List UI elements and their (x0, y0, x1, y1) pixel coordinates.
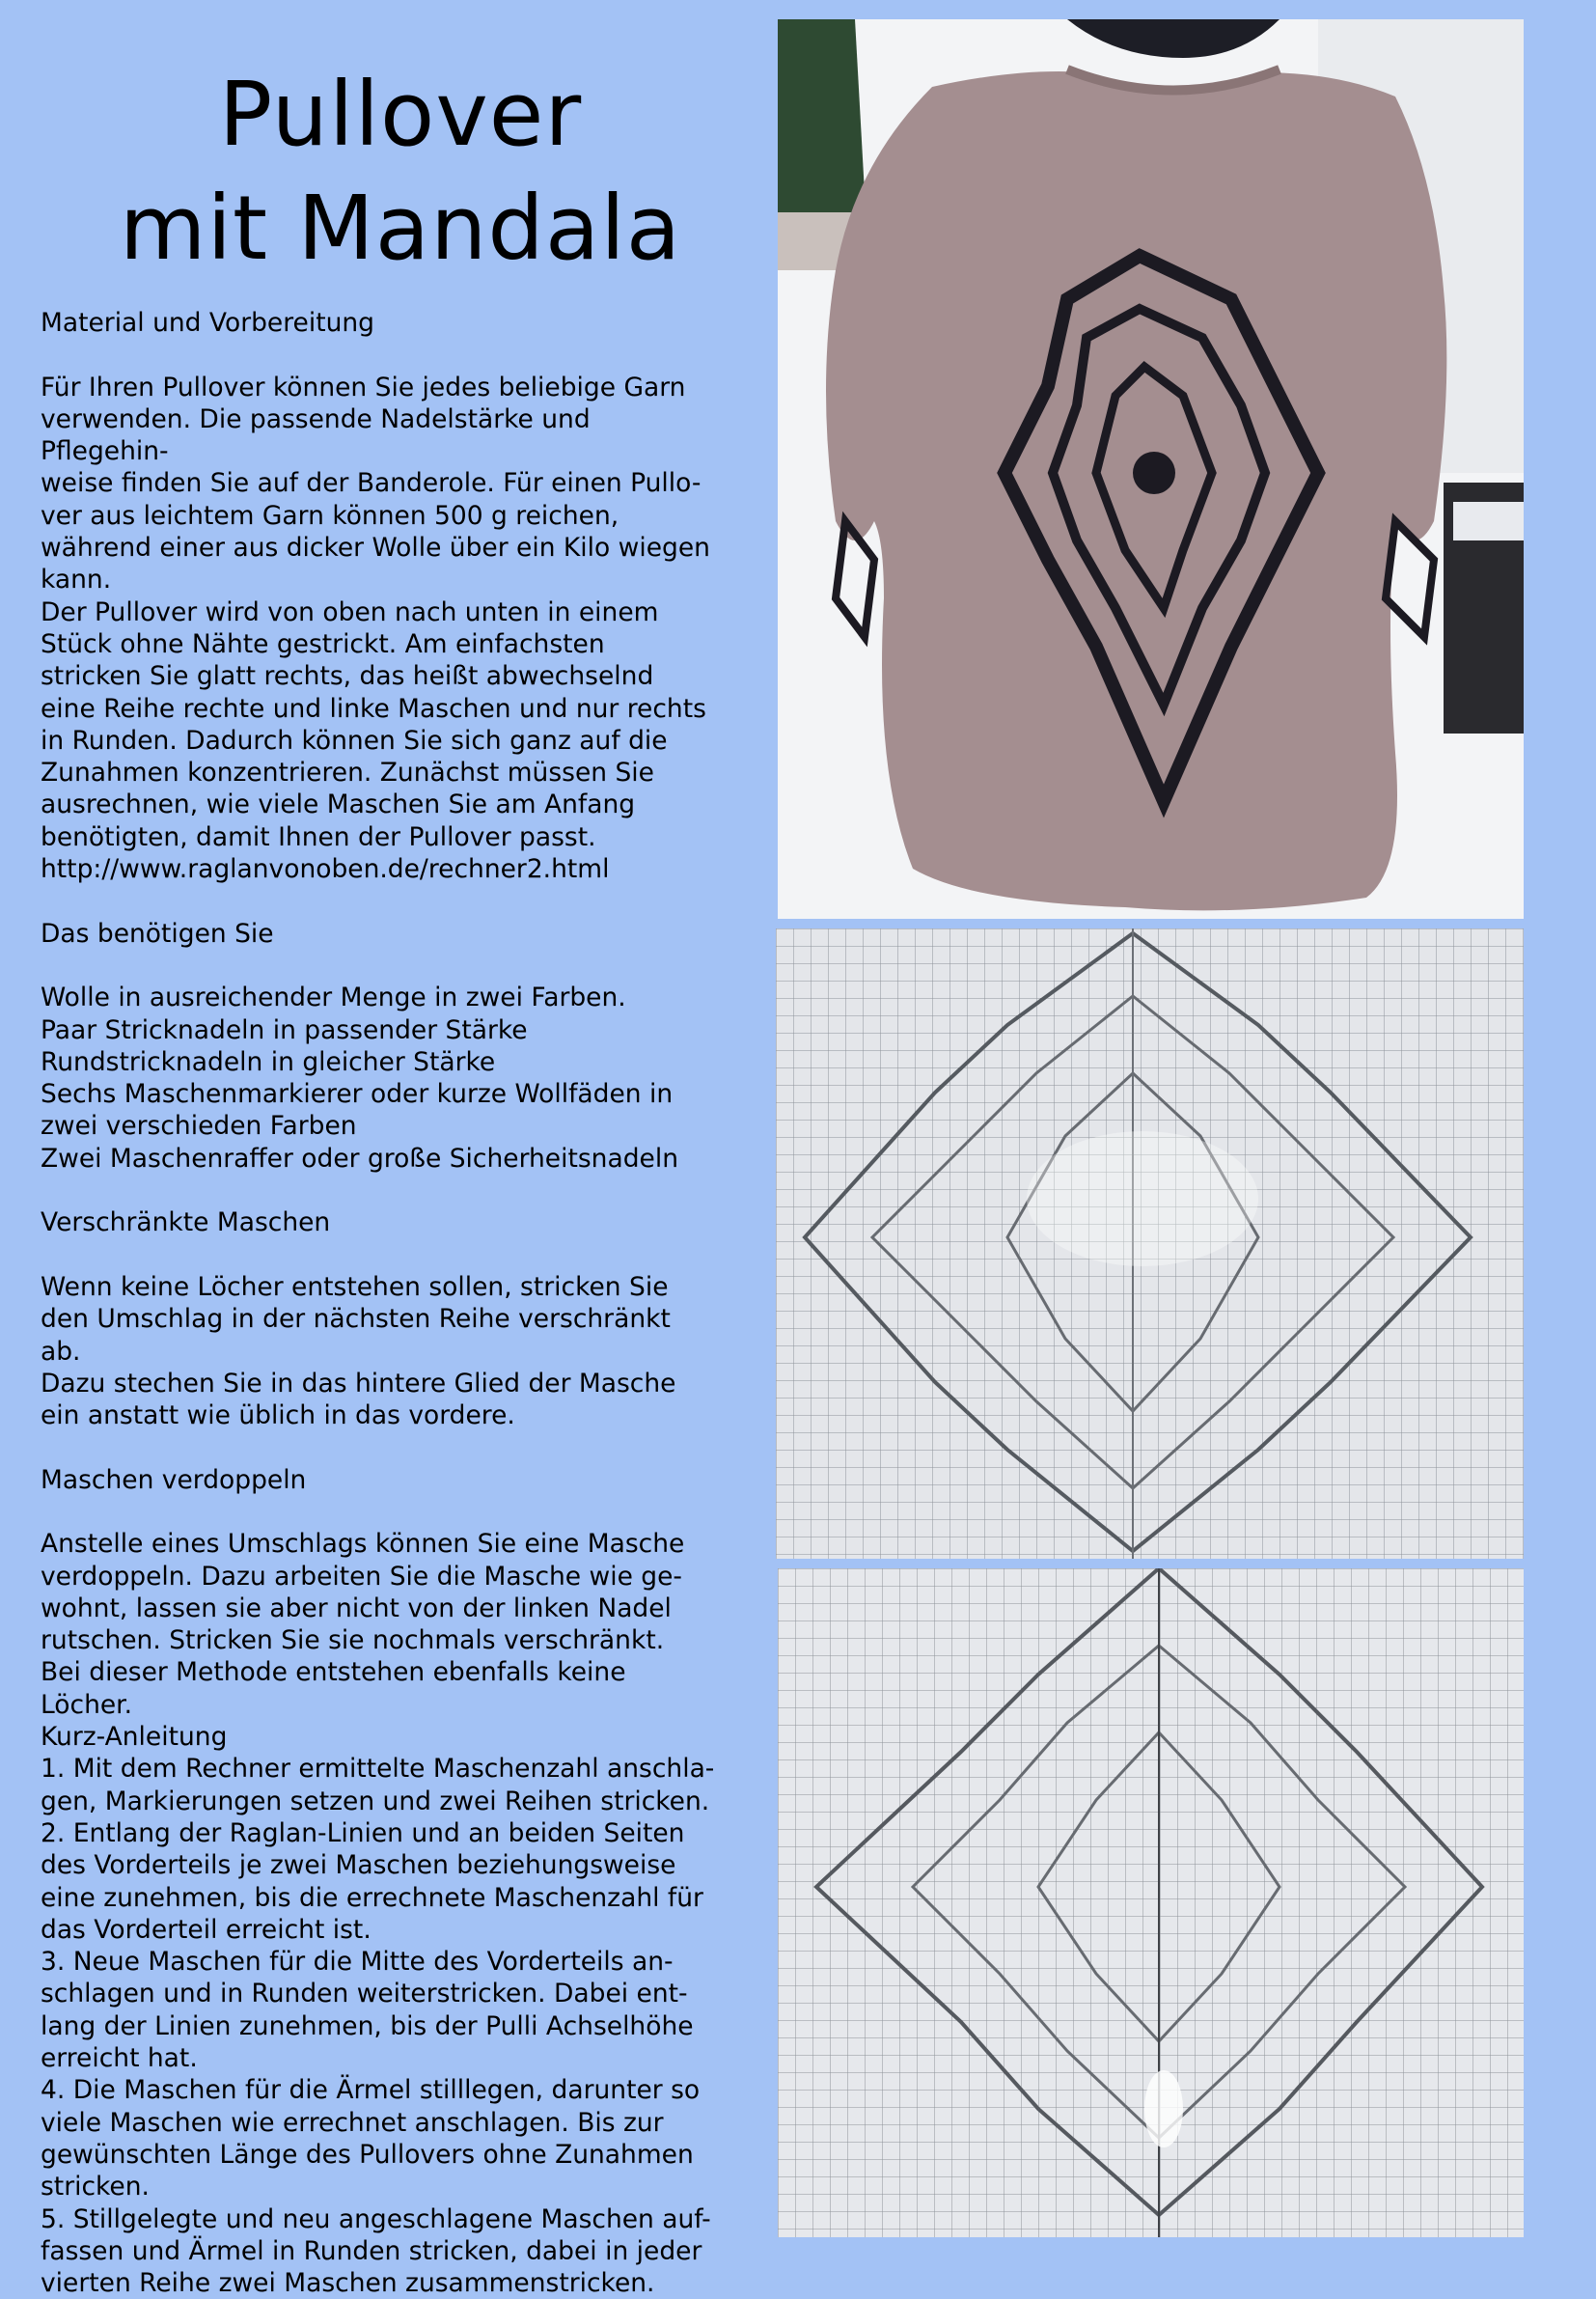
title-line-2: mit Mandala (119, 177, 682, 280)
title-line-1: Pullover (218, 63, 583, 166)
paragraph-material: Für Ihren Pullover können Sie jedes beliebige Garn verwenden. Die passende Nadelstärke und Pflegehin- weise finden Sie auf der Banderole. Für einen Pullo- ver aus leichtem Garn können 500 g reichen, während einer aus dicker Wolle über ein Kilo wiegen kann. Der Pullover wird von oben nach unten in einem Stück ohne Nähte gestrickt. Am einfachsten stricken Sie glatt rechts, das heißt abwechselnd eine Reihe rechte und linke Maschen und nur rechts in Runden. Dadurch können Sie sich ganz auf die Zunahmen konzentrieren. Zunächst müssen Sie ausrechnen, wie viele Maschen Sie am Anfang benötigten, damit Ihnen der Pullover passt. http://www.raglanvonoben.de/rechner2.html (41, 372, 710, 885)
paragraph-twisted-stitches: Wenn keine Löcher entstehen sollen, stricken Sie den Umschlag in der nächsten Reihe verschränkt ab. Dazu stechen Sie in das hintere Glied der Masche ein anstatt wie üblich in das vordere. (41, 1271, 676, 1431)
page-title (39, 58, 762, 286)
sweater-photo (778, 19, 1524, 919)
heading-material: Material und Vorbereitung (41, 308, 375, 338)
heading-twisted-stitches: Verschränkte Maschen (41, 1207, 331, 1238)
list-supplies: Wolle in ausreichender Menge in zwei Farben. Paar Stricknadeln in passender Stärke Rundstricknadeln in gleicher Stärke Sechs Maschenmarkierer oder kurze Wollfäden in zwei verschieden Farben Zwei Maschenraffer oder große Sicherheitsnadeln (41, 983, 678, 1174)
chart-sketch-photo-1 (776, 928, 1524, 1559)
paragraph-instructions: Anstelle eines Umschlags können Sie eine Masche verdoppeln. Dazu arbeiten Sie die Masche wie ge- wohnt, lassen sie aber nicht von der linken Nadel rutschen. Stricken Sie sie nochmals verschränkt. Bei dieser Methode entstehen ebenfalls keine Löcher. Kurz-Anleitung 1. Mit dem Rechner ermittelte Maschenzahl anschla- gen, Markierungen setzen und zwei Reihen stricken. 2. Entlang der Raglan-Linien und an beiden Seiten des Vorderteils je zwei Maschen beziehungsweise eine zunehmen, bis die errechnete Maschenzahl für das Vorderteil erreicht ist. 3. Neue Maschen für die Mitte des Vorderteils an- schlagen und in Runden weiterstricken. Dabei ent- lang der Linien zunehmen, bis der Pulli Achselhöhe erreicht hat. 4. Die Maschen für die Ärmel stilllegen, darunter so viele Maschen wie errechnet anschlagen. Bis zur gewünschten Länge des Pullovers ohne Zunahmen stricken. 5. Stillgelegte und neu angeschlagene Maschen auf- fassen und Ärmel in Runden stricken, dabei in jeder vierten Reihe zwei Maschen zusammenstricken. (41, 1529, 715, 2299)
heading-supplies: Das benötigen Sie (41, 918, 274, 949)
chart-sketch-photo-2 (778, 1568, 1524, 2237)
heading-double-stitches: Maschen verdoppeln (41, 1464, 307, 1495)
article-body (41, 307, 716, 2299)
